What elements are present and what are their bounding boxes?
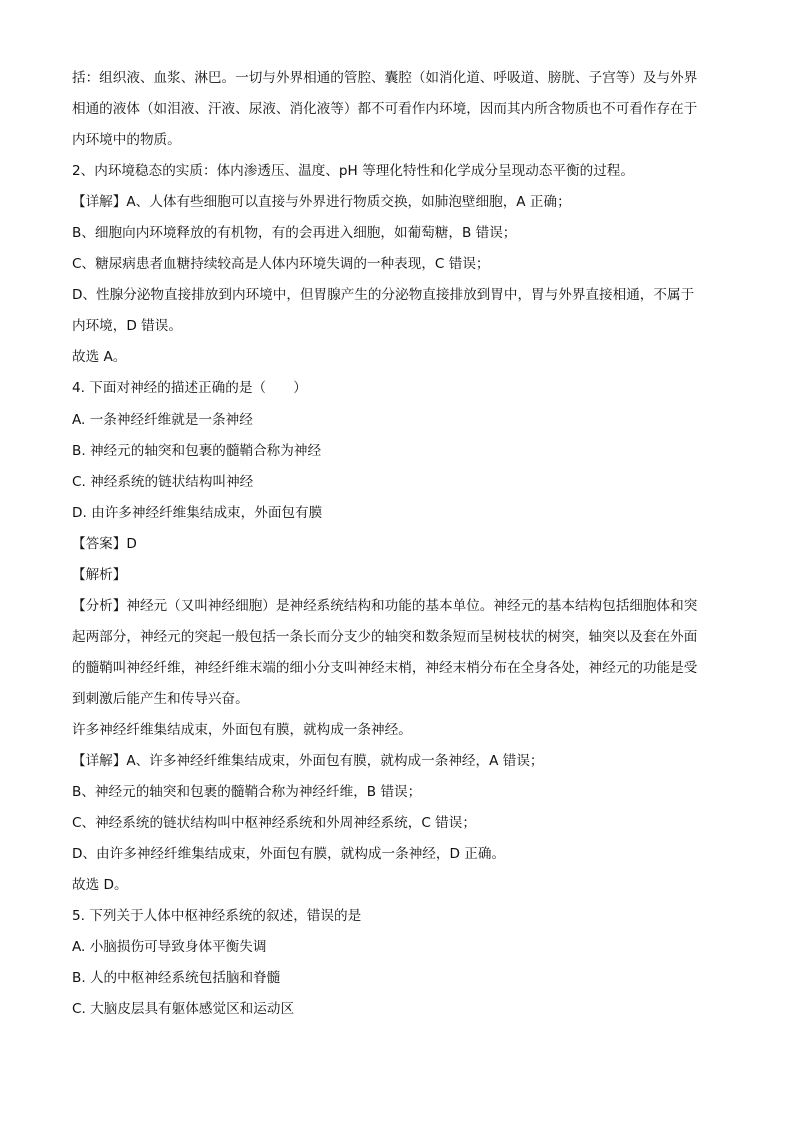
text-line: C、糖尿病患者血糖持续较高是人体内环境失调的一种表现，C 错误； <box>72 256 490 272</box>
option-b: B. 神经元的轴突和包裹的髓鞘合称为神经 <box>72 443 322 459</box>
text-line: 的髓鞘叫神经纤维，神经纤维末端的细小分支叫神经末梢，神经末梢分布在全身各处，神经元的功能是受 <box>72 660 698 676</box>
option-c: C. 大脑皮层具有躯体感觉区和运动区 <box>72 1001 295 1017</box>
text-line: 许多神经纤维集结成束，外面包有膜，就构成一条神经。 <box>72 722 412 738</box>
text-line: 2、内环境稳态的实质：体内渗透压、温度、pH 等理化特性和化学成分呈现动态平衡的过程。 <box>72 163 634 179</box>
text-line: B、细胞向内环境释放的有机物，有的会再进入细胞，如葡萄糖，B 错误； <box>72 225 517 241</box>
option-b: B. 人的中枢神经系统包括脑和脊髓 <box>72 970 281 986</box>
option-d: D. 由许多神经纤维集结成束，外面包有膜 <box>72 505 323 521</box>
text-line: C、神经系统的链状结构叫中枢神经系统和外周神经系统，C 错误； <box>72 815 476 831</box>
answer-line: 【答案】D <box>72 536 137 552</box>
option-a: A. 小脑损伤可导致身体平衡失调 <box>72 939 267 955</box>
text-line: 起两部分，神经元的突起一般包括一条长而分支少的轴突和数条短而呈树枝状的树突，轴突以及套在外面 <box>72 629 698 645</box>
analysis-heading: 【解析】 <box>72 567 127 583</box>
text-line: 相通的液体（如泪液、汗液、尿液、消化液等）都不可看作内环境，因而其内所含物质也不可看作存在于 <box>72 101 698 117</box>
text-line: 内环境，D 错误。 <box>72 318 182 334</box>
text-line: 故选 D。 <box>72 877 128 893</box>
option-c: C. 神经系统的链状结构叫神经 <box>72 474 254 490</box>
text-line: 【详解】A、许多神经纤维集结成束，外面包有膜，就构成一条神经，A 错误； <box>72 753 544 769</box>
text-line: 内环境中的物质。 <box>72 132 181 148</box>
text-line: 故选 A。 <box>72 349 127 365</box>
text-line: 到刺激后能产生和传导兴奋。 <box>72 691 249 707</box>
text-line: B、神经元的轴突和包裹的髓鞘合称为神经纤维，B 错误； <box>72 784 422 800</box>
question-title: 5. 下列关于人体中枢神经系统的叙述，错误的是 <box>72 908 362 924</box>
text-line: D、由许多神经纤维集结成束，外面包有膜，就构成一条神经，D 正确。 <box>72 846 506 862</box>
text-line: 【详解】A、人体有些细胞可以直接与外界进行物质交换，如肺泡壁细胞，A 正确； <box>72 194 571 210</box>
text-line: 【分析】神经元（又叫神经细胞）是神经系统结构和功能的基本单位。神经元的基本结构包括细胞体和突 <box>72 598 698 614</box>
text-line: D、性腺分泌物直接排放到内环境中，但胃腺产生的分泌物直接排放到胃中，胃与外界直接相通，不属于 <box>72 287 695 303</box>
question-title: 4. 下面对神经的描述正确的是（ ） <box>72 380 307 396</box>
text-line: 括：组织液、血浆、淋巴。一切与外界相通的管腔、囊腔（如消化道、呼吸道、膀胱、子宫等）及与外界 <box>72 70 698 86</box>
option-a: A. 一条神经纤维就是一条神经 <box>72 412 253 428</box>
